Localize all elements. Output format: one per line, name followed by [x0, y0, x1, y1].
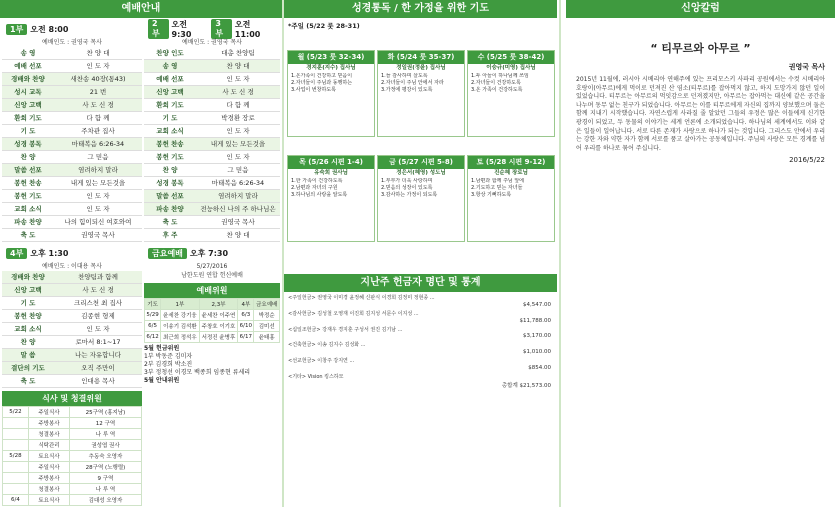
order-label: 기 도 [20, 127, 36, 135]
bible-title: 성경통독 / 한 가정을 위한 기도 [284, 0, 557, 18]
order-value: 새찬송 40장(통43) [70, 75, 126, 83]
table-header [145, 299, 280, 310]
table-cell: 주일식사 [28, 462, 69, 473]
order-value: 인 도 자 [86, 62, 110, 70]
bible-day-header: 금 (5/27 시편 5-8) [378, 156, 464, 169]
first-service-header [6, 22, 138, 36]
order-row [2, 271, 142, 284]
order-row [144, 125, 280, 138]
table-cell: 주방봉사 [28, 473, 69, 484]
order-label: 환희 기도 [14, 114, 42, 122]
order-row [2, 310, 142, 323]
table-cell [3, 484, 29, 495]
order-value: 권영국 목사 [221, 218, 255, 226]
prayer-item: 1.늘 감사하며 살도록 [381, 73, 428, 79]
order-label: 말씀 선포 [156, 192, 184, 200]
table-row [3, 484, 142, 495]
bible-day-prayers [378, 73, 464, 136]
bible-day-family: 정은서(혜영) 성도님 [396, 170, 446, 176]
table-row [145, 321, 280, 332]
order-value: 크리스천 최 집사 [73, 299, 123, 307]
column-panel [566, 0, 835, 507]
column-author: 권영국 목사 [788, 63, 825, 71]
friday-service-header [148, 246, 276, 260]
second-service-list [144, 47, 280, 242]
second-service-header [148, 19, 276, 39]
table-cell: 토요식사 [28, 495, 69, 506]
bible-day-card [377, 155, 465, 242]
order-row [144, 112, 280, 125]
order-label: 경배와 찬양 [11, 75, 45, 83]
stats-line: <주일헌금> 권영국 이미경 윤정혜 신판식 이경희 김정미 정현종 ... [288, 295, 435, 301]
bible-day-card [467, 50, 555, 137]
order-value: 인 도 자 [226, 127, 250, 135]
fourth-service-header [6, 246, 138, 260]
order-value: 대총 찬양팀 [221, 49, 255, 57]
table-cell [3, 429, 29, 440]
bible-day-family: 경지훈(지수) 집사님 [306, 65, 356, 71]
order-row [144, 47, 280, 60]
prayer-item: 1.부부가 더욱 사랑하며 [381, 178, 433, 184]
order-value: 박경환 장로 [221, 114, 255, 122]
order-value: 주차관 집사 [81, 127, 115, 135]
order-row [144, 164, 280, 177]
order-value: 사 도 신 경 [82, 286, 114, 294]
first-service-list [2, 47, 142, 242]
table-cell [3, 462, 29, 473]
order-label: 말 씀 [20, 351, 36, 359]
bible-day-prayers [468, 73, 554, 136]
order-label: 축 도 [20, 377, 36, 385]
order-row [2, 349, 142, 362]
order-row [2, 229, 142, 242]
ushers-title: 예배위원 [144, 283, 280, 298]
second-service-time: 오전 9:30 [171, 20, 192, 39]
table-cell: 추동숙 오영자 [69, 451, 141, 462]
order-label: 신앙 고백 [14, 101, 42, 109]
order-value: 찬 양 대 [226, 231, 250, 239]
table-cell: 주창호 이기호 [199, 321, 238, 332]
prayer-item: 3.가정에 평강이 있도록 [381, 87, 433, 93]
order-row [2, 86, 142, 99]
order-value: 다 함 께 [226, 101, 250, 109]
order-row [2, 164, 142, 177]
order-label: 봉헌 찬송 [14, 179, 42, 187]
order-row [144, 99, 280, 112]
table-header-cell: 1부 [161, 299, 200, 310]
table-row [145, 310, 280, 321]
column-date: 2016/5/22 [789, 156, 825, 165]
order-value: 찬 양 대 [226, 62, 250, 70]
order-row [2, 73, 142, 86]
second-service-tag: 2부 [148, 19, 169, 39]
order-row [2, 203, 142, 216]
fourth-service-list [2, 271, 142, 388]
order-row [144, 203, 280, 216]
order-row [144, 229, 280, 242]
bible-day-family: 정일권(정윤) 집사님 [396, 65, 446, 71]
order-value: 내게 있는 모든것을 [210, 140, 266, 148]
bible-panel [284, 0, 557, 507]
table-cell: 주방봉사 [28, 418, 69, 429]
order-value: 인 도 자 [86, 325, 110, 333]
order-row [144, 177, 280, 190]
order-label: 기 도 [20, 299, 36, 307]
order-value: 마태복음 6:26-34 [211, 179, 265, 187]
order-label: 찬 양 [162, 166, 178, 174]
table-cell: 주일식사 [28, 407, 69, 418]
order-row [144, 138, 280, 151]
order-row [144, 73, 280, 86]
order-value: 마태복음 6:26-34 [71, 140, 125, 148]
order-label: 교회 소식 [14, 205, 42, 213]
order-label: 교회 소식 [156, 127, 184, 135]
table-cell: 6/5 [145, 321, 161, 332]
bible-day-header: 월 (5/23 룻 32-34) [288, 51, 374, 64]
table-cell: 김미선 [254, 321, 280, 332]
order-row [2, 125, 142, 138]
table-cell: 나 루 역 [69, 429, 141, 440]
order-label: 말씀 선포 [14, 166, 42, 174]
bible-sunday: *주일 (5/22 룻 28-31) [288, 22, 360, 30]
table-cell: 식탁관리 [28, 440, 69, 451]
offering-row: 3부 정청선 이경모 백종희 임종현 류세리 [144, 369, 251, 376]
table-row [145, 332, 280, 343]
order-value: 인 도 자 [86, 205, 110, 213]
bible-day-prayers [288, 73, 374, 136]
third-service-time: 오전 11:00 [234, 20, 261, 39]
meals-table [2, 406, 142, 506]
table-cell: 권성엽 권사 [69, 440, 141, 451]
order-label: 파송 찬양 [14, 218, 42, 226]
order-label: 송 영 [162, 62, 178, 70]
table-row [3, 429, 142, 440]
table-cell: 6/10 [238, 321, 254, 332]
order-label: 결단의 기도 [11, 364, 45, 372]
order-row [144, 60, 280, 73]
order-row [2, 99, 142, 112]
table-header-cell: 4부 [238, 299, 254, 310]
table-row [3, 451, 142, 462]
table-row [3, 407, 142, 418]
table-cell: 청결봉사 [28, 484, 69, 495]
order-value: 사 도 신 경 [82, 101, 114, 109]
stats-amount: 총합계 $21,573.00 [501, 382, 551, 389]
bible-day-family: 진순혜 장로님 [494, 170, 528, 176]
table-cell: 윤세찬 이주연 [199, 310, 238, 321]
table-cell: 이송기 김석환 [161, 321, 200, 332]
order-row [2, 362, 142, 375]
table-cell: 박정순 [254, 310, 280, 321]
welcome-title: 5월 안내위원 [144, 377, 180, 384]
table-cell: 6/3 [238, 310, 254, 321]
bible-day-card [287, 155, 375, 242]
friday-service-tag: 금요예배 [148, 248, 187, 259]
bible-day-prayers [378, 178, 464, 241]
prayer-item: 2.남편과 자녀의 구원 [291, 185, 338, 191]
stats-lines [284, 295, 557, 389]
stats-line: <십일조헌금> 강재우 경지훈 구성서 권진 김기남 ... [288, 326, 403, 333]
order-value: 그 믿음 [87, 153, 109, 161]
prayer-item: 3.감사하는 가정이 되도록 [381, 192, 438, 198]
table-header-cell: 기도 [145, 299, 161, 310]
order-label: 봉헌 기도 [14, 192, 42, 200]
order-value: 사 도 신 경 [222, 88, 254, 96]
worship-panel [0, 0, 282, 507]
prayer-item: 2.자녀들이 주님과 동행하는 [291, 80, 353, 86]
order-row [2, 60, 142, 73]
order-value: 찬양팀과 함께 [78, 273, 118, 281]
first-service-leader: 예배인도 : 권영국 목사 [42, 39, 102, 46]
table-cell [3, 473, 29, 484]
order-value: 그 믿음 [227, 166, 249, 174]
table-cell: 6/17 [238, 332, 254, 343]
order-row [2, 151, 142, 164]
order-label: 축 도 [162, 218, 178, 226]
table-cell: 윤태홍 [254, 332, 280, 343]
order-label: 봉헌 찬송 [156, 140, 184, 148]
bible-day-card [467, 155, 555, 242]
order-label: 찬양 인도 [156, 49, 184, 57]
order-value: 인 도 자 [226, 153, 250, 161]
offering-title: 5월 헌금위원 [144, 345, 180, 352]
order-row [2, 336, 142, 349]
order-row [2, 138, 142, 151]
order-row [2, 47, 142, 60]
offering-row: 2부 김경희 박소진 [144, 361, 193, 368]
stats-amount: $3,170.00 [523, 333, 551, 340]
fourth-service-tag: 4부 [6, 248, 27, 259]
order-value: 전능하신 나의 주 하나님은 [200, 205, 276, 213]
table-header-cell: 금요예배 [254, 299, 280, 310]
bible-day-header: 목 (5/26 시편 1-4) [288, 156, 374, 169]
bible-day-card [287, 50, 375, 137]
order-label: 경배와 찬양 [11, 273, 45, 281]
stats-line: <선교헌금> 이창주 강지연 ... [288, 358, 355, 365]
order-label: 봉헌 찬양 [14, 312, 42, 320]
table-cell [3, 440, 29, 451]
order-label: 예배 선포 [156, 75, 184, 83]
order-value: 염려하지 말라 [78, 166, 118, 174]
table-row [3, 440, 142, 451]
table-cell: 청결봉사 [28, 429, 69, 440]
table-cell: 25구역 (홍지남) [69, 407, 141, 418]
order-value: 21 번 [89, 88, 107, 96]
order-row [144, 216, 280, 229]
table-cell: 5/22 [3, 407, 29, 418]
friday-service-time: 오후 7:30 [189, 248, 229, 258]
column-body: 2015년 11월에, 러시아 시베리아 연해주에 있는 프리모스키 사파리 공원에서는 수컷 시베리아 호랑이(아무르)에게 먹이로 던져진 산 염소(티무르)를 잡아먹지 않고, 하지 도망가지 않던 일이 있었습니다. 티무르는 아무르의 먹잇감으로 던져졌지만, 아무르는 잡아먹는 대신에 같은 공간을 나누며 동무 없는 친구가 되었습니다. 아무르는 이를 티무르에게 자신의 집까지 양보했으며 둘은 함께 지내기 시작했습니다. 자연스럽게 사라질 줄 알았던 그들의 우정은 많은 이들에게 신기한 광경이 되었고, 두 동물의 이야기는 세계 언론에 소개되었습니다. 하나님의 세계에서도 이와 같은 일들이 일어납니다. 서로 다른 존재가 사랑으로 하나가 되는 것입니다. 그리스도 안에서 우리는 강한 자와 약한 자가 함께 서로를 품고 살아가는 공동체입니다. 주님의 사랑은 모든 경계를 넘어 우리를 하나로 묶어 주십니다. [576, 76, 825, 152]
prayer-item: 2.기도하고 믿는 자녀들 [471, 185, 523, 191]
fourth-service-time: 오후 1:30 [30, 248, 69, 258]
prayer-item: 3.온 가족이 건강하도록 [471, 87, 523, 93]
order-row [144, 190, 280, 203]
stats-amount: $11,788.00 [519, 317, 551, 324]
order-row [2, 112, 142, 125]
table-row [3, 418, 142, 429]
table-cell: 토요식사 [28, 451, 69, 462]
first-service-time: 오전 8:00 [30, 24, 69, 34]
table-cell [3, 418, 29, 429]
bible-day-prayers [468, 178, 554, 241]
order-value: 다 함 께 [86, 114, 110, 122]
prayer-item: 3.사업이 번창하도록 [291, 87, 337, 93]
order-label: 찬 양 [20, 153, 36, 161]
table-cell: 김대성 오영자 [69, 495, 141, 506]
prayer-item: 1.남편과 함께 주님 앞에 [471, 178, 525, 184]
table-row [3, 495, 142, 506]
table-cell: 최근희 정석우 [161, 332, 200, 343]
offering-list [144, 353, 280, 377]
prayer-item: 1.두 아들이 하나님께 쓰임 [471, 73, 529, 79]
stats-amount: $4,547.00 [523, 301, 551, 308]
order-label: 신앙 고백 [14, 286, 42, 294]
table-cell: 6/12 [145, 332, 161, 343]
prayer-item: 3.하나님의 사랑을 알도록 [291, 192, 348, 198]
stats-section [284, 274, 557, 389]
meals-title: 식사 및 청결위원 [2, 391, 142, 406]
third-service-tag: 3부 [211, 19, 232, 39]
order-value: 찬 양 대 [86, 49, 110, 57]
order-value: 내게 있는 모든것을 [70, 179, 126, 187]
table-cell: 6/4 [3, 495, 29, 506]
order-label: 찬 양 [20, 338, 36, 346]
table-cell: 12 구역 [69, 418, 141, 429]
prayer-item: 3.항상 기뻐하도록 [471, 192, 512, 198]
prayer-item: 2.믿음의 성장이 있도록 [381, 185, 433, 191]
bible-day-card [377, 50, 465, 137]
order-row [2, 190, 142, 203]
order-row [2, 216, 142, 229]
order-value: 나는 자유합니다 [74, 351, 122, 359]
bible-day-family: 이승규(미영) 집사님 [486, 65, 536, 71]
bible-day-prayers [288, 178, 374, 241]
second-service-leader: 예배인도 : 권영국 목사 [182, 39, 242, 46]
table-cell: 윤세찬 강기웅 [161, 310, 200, 321]
order-label: 교회 소식 [14, 325, 42, 333]
bible-day-header: 수 (5/25 룻 38-42) [468, 51, 554, 64]
order-label: 축 도 [20, 231, 36, 239]
order-label: 환희 기도 [156, 101, 184, 109]
table-cell: 서정진 윤병후 [199, 332, 238, 343]
order-row [2, 297, 142, 310]
table-header-cell: 2,3부 [199, 299, 238, 310]
order-label: 후 주 [162, 231, 178, 239]
offering-row: 1부 박동준 김미자 [144, 353, 193, 360]
worship-left-col [2, 20, 142, 506]
column-title: “ 티무르와 아무르 ” [650, 42, 751, 55]
fourth-service-leader: 예배인도 : 이대용 목사 [42, 263, 102, 270]
order-row [2, 323, 142, 336]
table-cell: 28구역 (노행렬) [69, 462, 141, 473]
order-row [2, 375, 142, 388]
order-label: 성시 교독 [14, 88, 42, 96]
order-value: 김종현 형제 [81, 312, 115, 320]
order-label: 성경 봉독 [14, 140, 42, 148]
prayer-item: 1.온가족이 건강하고 믿음이 [291, 73, 353, 79]
table-cell: 나 루 역 [69, 484, 141, 495]
bible-day-header: 토 (5/28 시편 9-12) [468, 156, 554, 169]
first-service-tag: 1부 [6, 24, 27, 35]
worship-right-col [144, 20, 280, 385]
order-value: 로마서 8:1~17 [75, 338, 121, 346]
order-label: 성경 봉독 [156, 179, 184, 187]
prayer-item: 1.한 가족이 건강하도록 [291, 178, 343, 184]
order-value: 오직 주만이 [81, 364, 115, 372]
table-cell: 5/28 [3, 451, 29, 462]
divider-2 [559, 0, 561, 507]
order-row [2, 177, 142, 190]
order-label: 기 도 [162, 114, 178, 122]
order-value: 나의 힘이되신 여호와여 [64, 218, 132, 226]
table-row [3, 462, 142, 473]
stats-line: <기타> Vision 킹스하모 [288, 373, 344, 380]
order-label: 신앙 고백 [156, 88, 184, 96]
stats-line: <건축헌금> 이송 김지수 김성화 ... [288, 342, 366, 349]
stats-amount: $854.00 [528, 364, 551, 371]
order-row [2, 284, 142, 297]
order-value: 염려하지 말라 [218, 192, 258, 200]
order-label: 예배 선포 [14, 62, 42, 70]
worship-title: 예배안내 [0, 0, 282, 18]
stats-amount: $1,010.00 [523, 349, 551, 356]
order-value: 인 도 자 [86, 192, 110, 200]
ushers-table [144, 298, 280, 343]
table-cell: 9 구역 [69, 473, 141, 484]
order-label: 파송 찬양 [156, 205, 184, 213]
order-value: 인 도 자 [226, 75, 250, 83]
order-label: 봉헌 기도 [156, 153, 184, 161]
order-row [144, 86, 280, 99]
order-value: 권영국 목사 [81, 231, 115, 239]
bible-day-header: 화 (5/24 룻 35-37) [378, 51, 464, 64]
stats-title: 지난주 헌금자 명단 및 통계 [284, 274, 557, 292]
prayer-item: 2.자녀들이 건강하도록 [471, 80, 521, 86]
table-row [3, 473, 142, 484]
table-cell: 5/29 [145, 310, 161, 321]
order-row [144, 151, 280, 164]
friday-service-date: 5/27/2016 [196, 263, 228, 270]
column-header: 신앙칼럼 [566, 0, 835, 18]
order-value: 인대용 목사 [81, 377, 115, 385]
friday-service-text: 남한도원 연합 헌신예배 [181, 272, 243, 279]
order-label: 송 영 [20, 49, 36, 57]
stats-line: <감사헌금> 김성철 오영재 이진희 김지성 서문수 이지성 ... [288, 310, 419, 317]
prayer-item: 2.자녀들이 주님 안에서 자라 [381, 80, 444, 86]
bible-day-family: 유숙희 권사님 [314, 170, 348, 176]
